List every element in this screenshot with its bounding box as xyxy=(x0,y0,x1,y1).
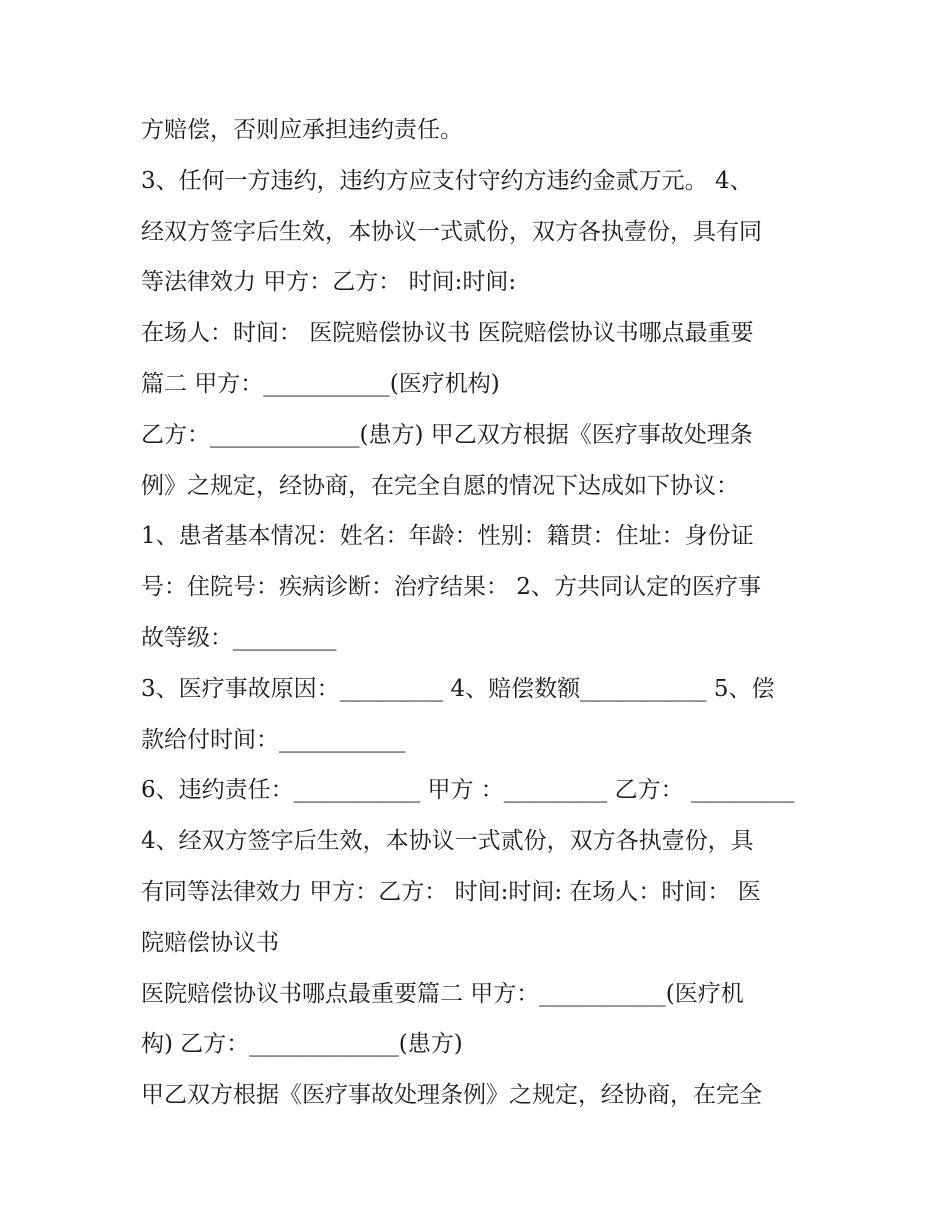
text-line: 3、医疗事故原因：_________ 4、赔偿数额___________ 5、偿 xyxy=(141,675,775,702)
text-line: 有同等法律效力 甲方：乙方： 时间:时间: 在场人：时间： 医 xyxy=(141,878,761,905)
text-line: 乙方：_____________(患方) 甲乙双方根据《医疗事故处理条 xyxy=(141,421,753,448)
agreement-text xyxy=(141,105,813,1121)
text-line: 3、任何一方违约，违约方应支付守约方违约金贰万元。 4、 xyxy=(141,167,753,194)
text-line: 1、患者基本情况：姓名：年龄：性别：籍贯：住址：身份证 xyxy=(141,523,754,550)
text-line: 等法律效力 甲方：乙方： 时间:时间: xyxy=(141,269,517,296)
text-line: 例》之规定，经协商，在完全自愿的情况下达成如下协议： xyxy=(141,472,739,499)
text-line: 故等级：_________ xyxy=(141,624,337,651)
text-line: 4、经双方签字后生效，本协议一式贰份，双方各执壹份，具 xyxy=(141,828,754,855)
text-line: 甲乙双方根据《医疗事故处理条例》之规定，经协商，在完全 xyxy=(141,1082,762,1109)
text-line: 院赔偿协议书 xyxy=(141,929,279,956)
text-line: 号：住院号：疾病诊断：治疗结果： 2、方共同认定的医疗事 xyxy=(141,574,761,601)
text-line: 构) 乙方：_____________(患方) xyxy=(141,1031,463,1058)
text-line: 6、违约责任：___________ 甲方 ：_________ 乙方： _________ xyxy=(141,777,795,804)
text-line: 在场人：时间： 医院赔偿协议书 医院赔偿协议书哪点最重要 xyxy=(141,320,754,347)
text-line: 经双方签字后生效，本协议一式贰份，双方各执壹份，具有同 xyxy=(141,218,762,245)
text-line: 款给付时间：___________ xyxy=(141,726,406,753)
text-line: 方赔偿，否则应承担违约责任。 xyxy=(141,117,463,143)
text-line: 医院赔偿协议书哪点最重要篇二 甲方：___________(医疗机 xyxy=(141,980,744,1007)
text-line: 篇二 甲方：___________(医疗机构) xyxy=(141,370,500,397)
